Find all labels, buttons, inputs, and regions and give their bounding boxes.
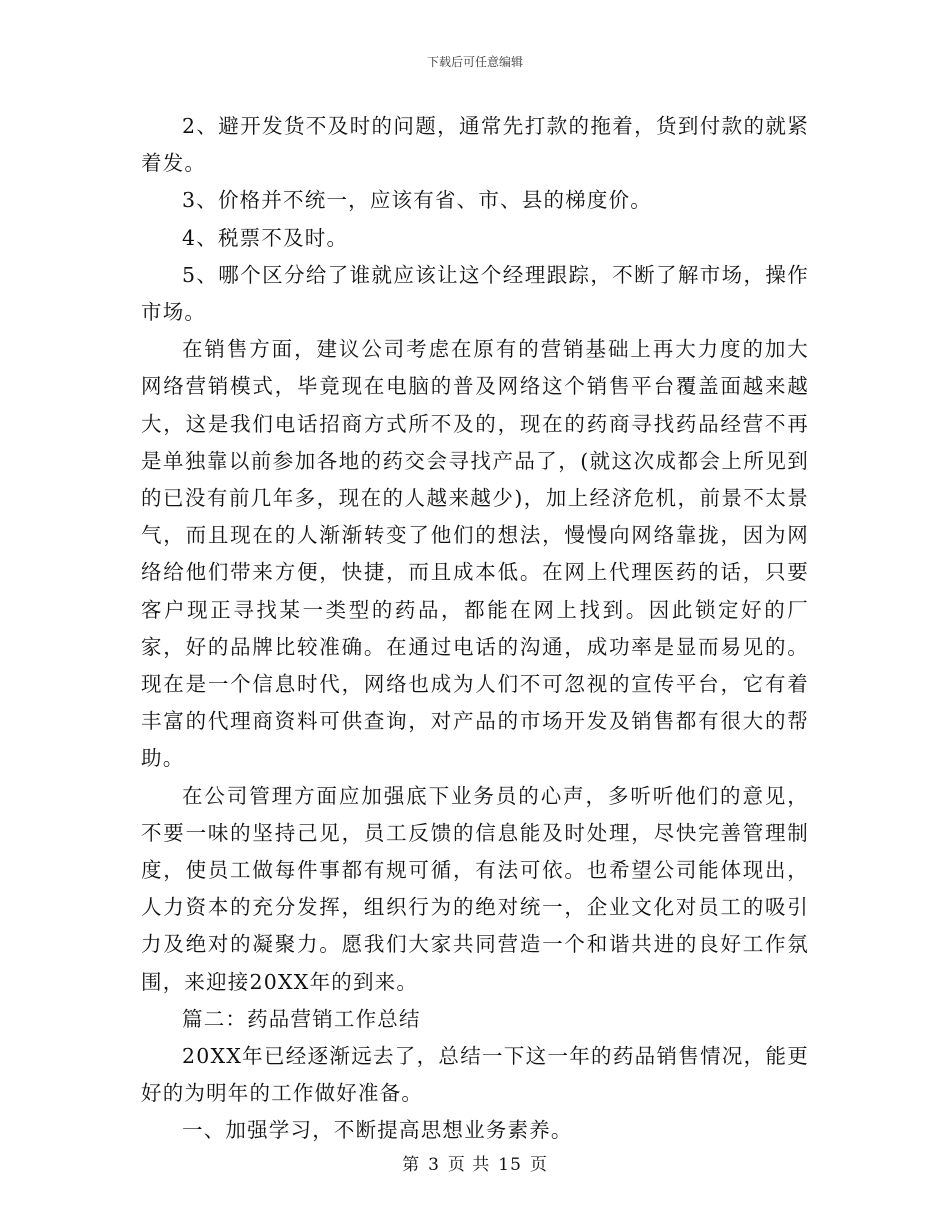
footer-middle: 页 共 (447, 1155, 491, 1175)
page-footer (0, 1154, 950, 1176)
paragraph-sales: 在销售方面，建议公司考虑在原有的营销基础上再大力度的加大网络营销模式，毕竟现在电脑的普及网络这个销售平台覆盖面越来越大，这是我们电话招商方式所不及的，现在的药商寻找药品经营不再是单独靠以前参加各地的药交会寻找产品了，(就这次成都会上所见到的已没有前几年多，现在的人越来越少)，加上经济危机，前景不太景气，而且现在的人渐渐转变了他们的想法，慢慢向网络靠拢，因为网络给他们带来方便，快捷，而且成本低。在网上代理医药的话，只要客户现正寻找某一类型的药品，都能在网上找到。因此锁定好的厂家，好的品牌比较准确。在通过电话的沟通，成功率是显而易见的。现在是一个信息时代，网络也成为人们不可忽视的宣传平台，它有着丰富的代理商资料可供查询，对产品的市场开发及销售都有很大的帮助。 (141, 337, 809, 771)
paragraph-intro: 20XX年已经逐渐远去了，总结一下这一年的药品销售情况，能更好的为明年的工作做好准备。 (141, 1044, 809, 1106)
page-header: 下载后可任意编辑 (426, 55, 523, 69)
section-heading: 篇二：药品营销工作总结 (182, 1006, 421, 1031)
footer-prefix: 第 (402, 1155, 421, 1175)
document-body (141, 108, 809, 1150)
page-number: 3 (428, 1155, 440, 1175)
page-total: 15 (498, 1155, 522, 1175)
paragraph-management: 在公司管理方面应加强底下业务员的心声，多听听他们的意见，不要一味的坚持己见，员工反馈的信息能及时处理，尽快完善管理制度，使员工做每件事都有规可循，有法可依。也希望公司能体现出，人力资本的充分发挥，组织行为的绝对统一，企业文化对员工的吸引力及绝对的凝聚力。愿我们大家共同营造一个和谐共进的良好工作氛围，来迎接20XX年的到来。 (141, 783, 809, 994)
paragraph-item-2: 2、避开发货不及时的问题，通常先打款的拖着，货到付款的就紧着发。 (141, 114, 809, 176)
subsection-heading: 一、加强学习，不断提高思想业务素养。 (182, 1118, 573, 1143)
footer-suffix: 页 (529, 1155, 548, 1175)
paragraph-item-4: 4、税票不及时。 (182, 225, 349, 250)
paragraph-item-3: 3、价格并不统一，应该有省、市、县的梯度价。 (182, 188, 652, 213)
paragraph-item-5: 5、哪个区分给了谁就应该让这个经理跟踪，不断了解市场，操作市场。 (141, 262, 809, 325)
